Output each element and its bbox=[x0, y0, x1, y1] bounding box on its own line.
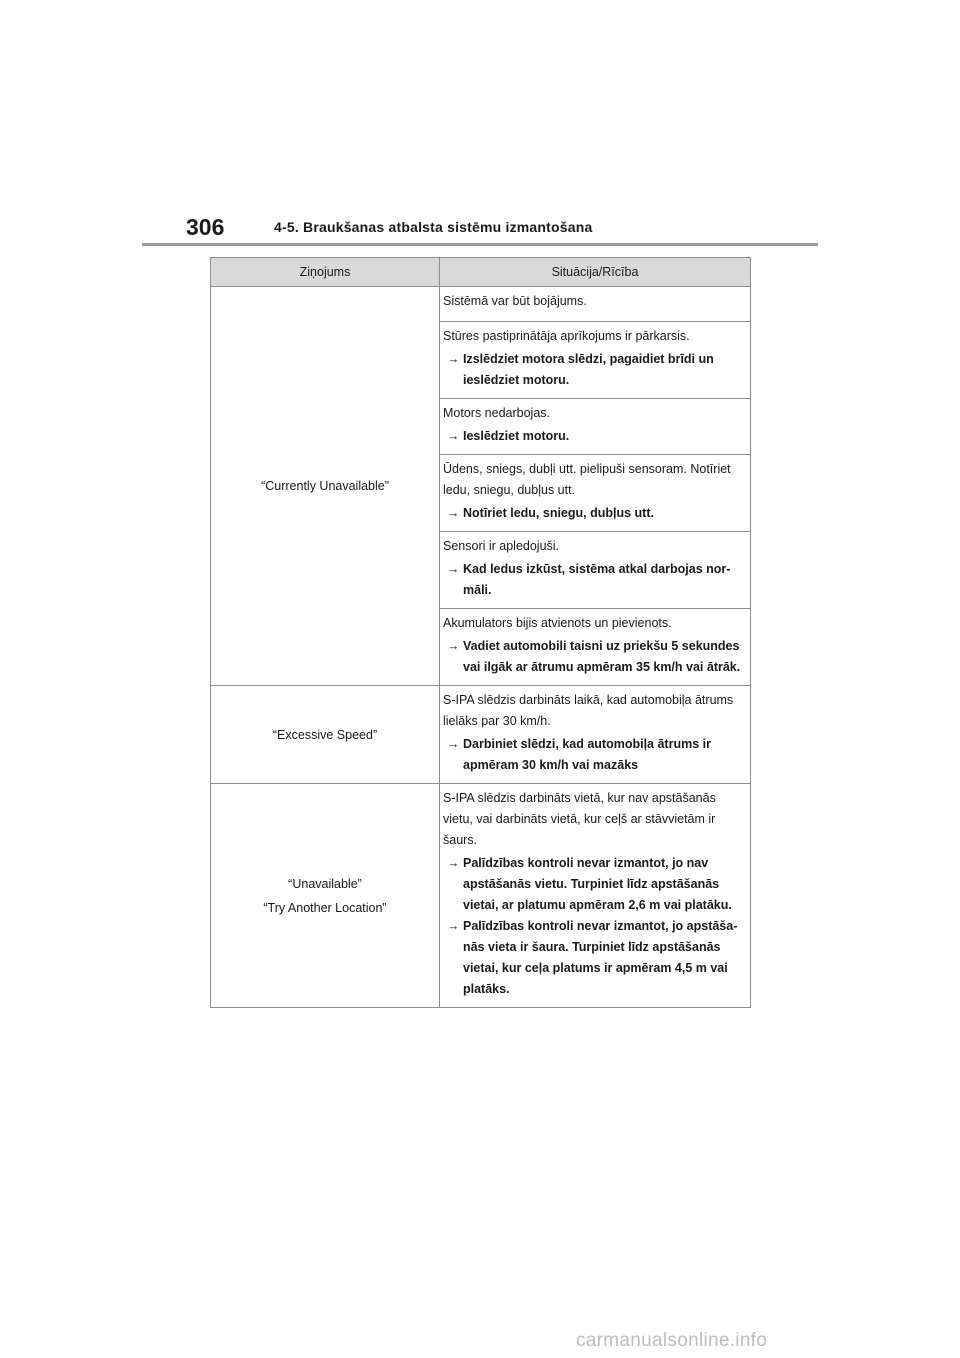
arrow-right-icon: → bbox=[447, 562, 460, 576]
situation-entry bbox=[440, 608, 750, 685]
action-instruction bbox=[443, 734, 745, 776]
watermark-text: carmanualsonline.info bbox=[576, 1330, 768, 1351]
column-header-situation: Situācija/Rīcība bbox=[440, 258, 751, 287]
situation-entry bbox=[440, 321, 750, 398]
action-instruction bbox=[443, 503, 745, 524]
situation-description: S-IPA slēdzis darbināts laikā, kad automobiļa ātrums lielāks par 30 km/h. bbox=[443, 693, 734, 728]
situation-description: Ūdens, sniegs, dubļi utt. pielipuši sensoram. Notīriet ledu, sniegu, dubļus utt. bbox=[443, 462, 731, 497]
situation-entry bbox=[440, 454, 750, 531]
table-row bbox=[211, 784, 751, 1008]
situation-entry bbox=[440, 287, 750, 321]
message-text: “Unavailable” bbox=[288, 876, 362, 891]
message-text: “Excessive Speed” bbox=[272, 727, 378, 742]
arrow-right-icon: → bbox=[447, 639, 460, 653]
header-divider bbox=[142, 243, 818, 246]
situation-description: S-IPA slēdzis darbināts vietā, kur nav apstāšanās vietu, vai darbināts vietā, kur ceļš ar stāvvietām ir šaurs. bbox=[443, 791, 716, 847]
situation-cell bbox=[440, 686, 751, 784]
action-instruction bbox=[443, 916, 745, 1000]
arrow-right-icon: → bbox=[447, 352, 460, 366]
situation-description: Stūres pastiprinātāja aprīkojums ir pārkarsis. bbox=[443, 329, 690, 343]
action-text: Notīriet ledu, sniegu, dubļus utt. bbox=[463, 506, 654, 520]
action-text: Vadiet automobili taisni uz priekšu 5 sekundes vai ilgāk ar ātrumu apmēram 35 km/h vai ātrāk. bbox=[463, 639, 741, 674]
situation-description: Motors nedarbojas. bbox=[443, 406, 551, 420]
action-instruction bbox=[443, 853, 745, 916]
situation-description: Akumulators bijis atvienots un pievienots. bbox=[443, 616, 672, 630]
arrow-right-icon: → bbox=[447, 737, 460, 751]
column-header-message: Ziņojums bbox=[211, 258, 440, 287]
action-text: Izslēdziet motora slēdzi, pagaidiet brīdi un ieslēdziet motoru. bbox=[463, 352, 714, 387]
message-cell bbox=[211, 686, 440, 784]
message-text: “Try Another Location” bbox=[263, 900, 387, 915]
action-text: Kad ledus izkūst, sistēma atkal darbojas nor-māli. bbox=[463, 562, 731, 597]
message-cell bbox=[211, 287, 440, 686]
message-cell bbox=[211, 784, 440, 1008]
situation-entry bbox=[440, 784, 750, 1007]
arrow-right-icon: → bbox=[447, 506, 460, 520]
situation-entry bbox=[440, 398, 750, 454]
situation-description: Sensori ir apledojuši. bbox=[443, 539, 560, 553]
action-text: Ieslēdziet motoru. bbox=[463, 429, 570, 443]
situation-cell bbox=[440, 287, 751, 686]
action-instruction bbox=[443, 559, 745, 601]
action-instruction bbox=[443, 636, 745, 678]
page-number: 306 bbox=[186, 214, 225, 240]
situation-description: Sistēmā var būt bojājums. bbox=[443, 294, 587, 308]
action-text: Palīdzības kontroli nevar izmantot, jo nav apstāšanās vietu. Turpiniet līdz apstāšanās vietai, ar platumu apmēram 2,6 m vai platāku. bbox=[463, 856, 732, 912]
action-instruction bbox=[443, 426, 745, 447]
table-header-row bbox=[211, 258, 751, 287]
action-text: Palīdzības kontroli nevar izmantot, jo apstāša-nās vieta ir šaura. Turpiniet līdz apstāšanās vietai, kur ceļa platums ir apmēram 4,5 m vai platāks. bbox=[463, 919, 738, 996]
arrow-right-icon: → bbox=[447, 429, 460, 443]
arrow-right-icon: → bbox=[447, 919, 460, 933]
arrow-right-icon: → bbox=[447, 856, 460, 870]
table-row bbox=[211, 287, 751, 686]
situation-entry bbox=[440, 686, 750, 783]
message-table bbox=[210, 257, 751, 1008]
action-text: Darbiniet slēdzi, kad automobiļa ātrums ir apmēram 30 km/h vai mazāks bbox=[463, 737, 711, 772]
action-instruction bbox=[443, 349, 745, 391]
situation-entry bbox=[440, 531, 750, 608]
message-text: “Currently Unavailable” bbox=[261, 479, 389, 493]
situation-cell bbox=[440, 784, 751, 1008]
section-title: 4-5. Braukšanas atbalsta sistēmu izmantošana bbox=[274, 219, 593, 235]
table-body bbox=[211, 287, 751, 1008]
table-row bbox=[211, 686, 751, 784]
